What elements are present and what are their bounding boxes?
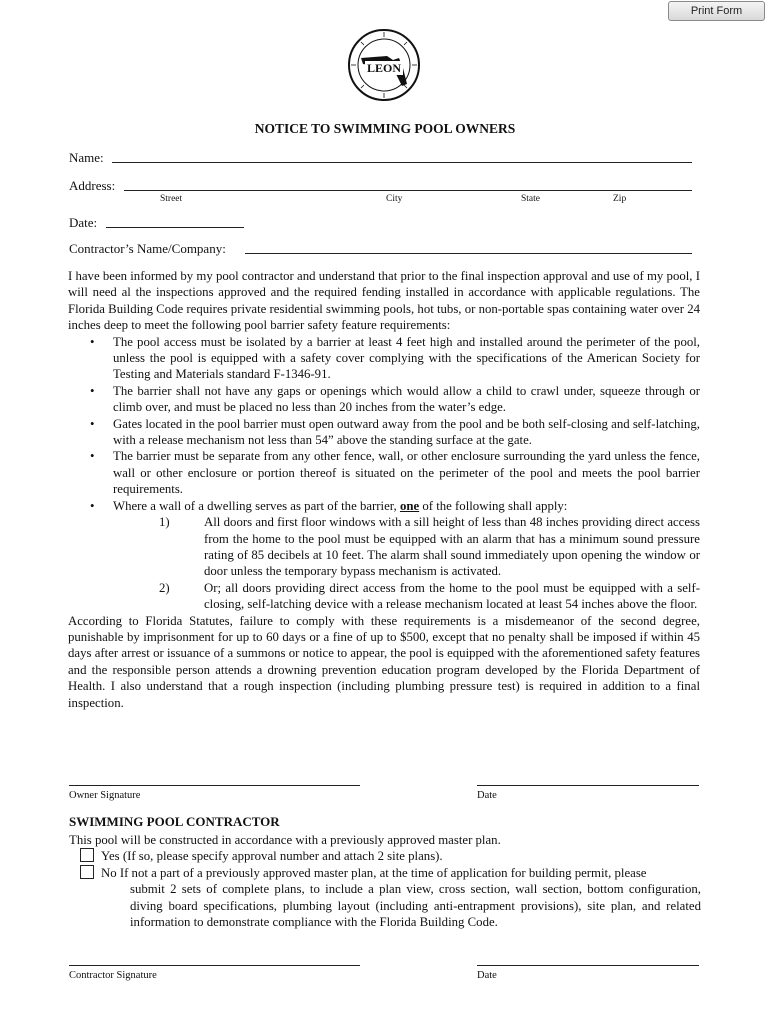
date-label: Date:: [69, 215, 98, 230]
bullet-item: • The pool access must be isolated by a barrier at least 4 feet high and installed around the perimeter of the pool, unless the pool is equipped with a safety cover complying with the specifications of the American Society for Testing and Materials standard F-1346-91.: [90, 334, 700, 382]
name-field[interactable]: [112, 162, 692, 163]
contractor-signature-line[interactable]: [69, 965, 360, 966]
owner-signature-line[interactable]: [69, 785, 360, 786]
name-label: Name:: [69, 150, 104, 165]
zip-caption: Zip: [613, 194, 627, 204]
no-checkbox[interactable]: [80, 865, 94, 879]
no-label: No If not a part of a previously approved master plan, at the time of application for building permit, please: [101, 865, 647, 880]
street-caption: Street: [160, 194, 183, 204]
contractor-name-label: Contractor’s Name/Company:: [69, 241, 226, 256]
contractor-date-label: Date: [477, 970, 497, 981]
state-caption: State: [521, 194, 540, 204]
numbered-item: 2) Or; all doors providing direct access from the home to the pool must be equipped with a self-closing, self-latching device with a release mechanism located at least 54 inches above the floor.: [159, 580, 700, 612]
contractor-date-line[interactable]: [477, 965, 699, 966]
leon-county-seal: [347, 28, 421, 102]
city-caption: City: [386, 194, 403, 204]
address-field[interactable]: [124, 190, 692, 191]
contractor-signature-label: Contractor Signature: [69, 970, 157, 981]
contractor-section: [69, 832, 701, 930]
bullet-item: • Where a wall of a dwelling serves as part of the barrier, one of the following shall apply:: [90, 498, 568, 513]
notice-body: [68, 268, 700, 711]
yes-label: Yes (If so, please specify approval number and attach 2 site plans).: [101, 849, 443, 864]
page-title: NOTICE TO SWIMMING POOL OWNERS: [254, 121, 516, 136]
bullet-item: • Gates located in the pool barrier must open outward away from the pool and be both self-closing and self-latching, with a release mechanism not less than 54” above the standing surface at the gate.: [90, 416, 700, 448]
address-label: Address:: [69, 178, 116, 193]
numbered-item: 1) All doors and first floor windows with a sill height of less than 48 inches providing direct access from the home to the pool must be equipped with an alarm that has a minimum sound pressure rating of 85 decibels at 10 feet. The alarm shall sound immediately upon opening the window or door unless the temporary bypass mechanism is activated.: [159, 515, 700, 579]
intro-paragraph: I have been informed by my pool contractor and understand that prior to the final inspection approval and use of my pool, I will need al the inspections approved and the required fending installed in accordance with applicable regulations. The Florida Building Code requires private residential swimming pools, hot tubs, or non-portable spas containing water over 24 inches deep to meet the following pool barrier safety feature requirements:: [68, 269, 700, 333]
contractor-name-field[interactable]: [245, 253, 692, 254]
svg-text:LEON: LEON: [366, 61, 402, 75]
owner-date-label: Date: [477, 790, 497, 801]
owner-signature-label: Owner Signature: [69, 790, 141, 801]
print-form-button[interactable]: Print Form: [668, 1, 765, 21]
section-intro: This pool will be constructed in accordance with a previously approved master plan.: [69, 833, 501, 847]
date-field[interactable]: [106, 227, 244, 228]
no-detail: submit 2 sets of complete plans, to include a plan view, cross section, wall section, bottom configuration, diving board specifications, plumbing layout (including anti-entrapment provisions), site plan, and related information to demonstrate compliance with the Florida Building Code.: [130, 882, 701, 930]
owner-date-line[interactable]: [477, 785, 699, 786]
bullet-item: • The barrier must be separate from any other fence, wall, or other enclosure surrounding the yard unless the fence, wall or other enclosure or portion thereof is situated on the perimeter of the pool and meets the pool barrier requirements.: [90, 449, 700, 497]
bullet-item: • The barrier shall not have any gaps or openings which would allow a child to crawl under, squeeze through or climb over, and must be placed no less than 20 inches from the water’s edge.: [90, 383, 700, 415]
section-title: SWIMMING POOL CONTRACTOR: [69, 814, 280, 829]
statute-paragraph: According to Florida Statutes, failure to comply with these requirements is a misdemeanor of the second degree, punishable by imprisonment for up to 60 days or a fine of up to $500, except that no penalty shall be imposed if within 45 days after arrest or issuance of a summons or notice to appear, the pool is equipped with the aforementioned safety features and the responsible person attends a drowning prevention education program developed by the Florida Department of Health. I also understand that a rough inspection (including plumbing pressure test) is required in addition to a final inspection.: [68, 613, 700, 710]
yes-checkbox[interactable]: [80, 848, 94, 862]
